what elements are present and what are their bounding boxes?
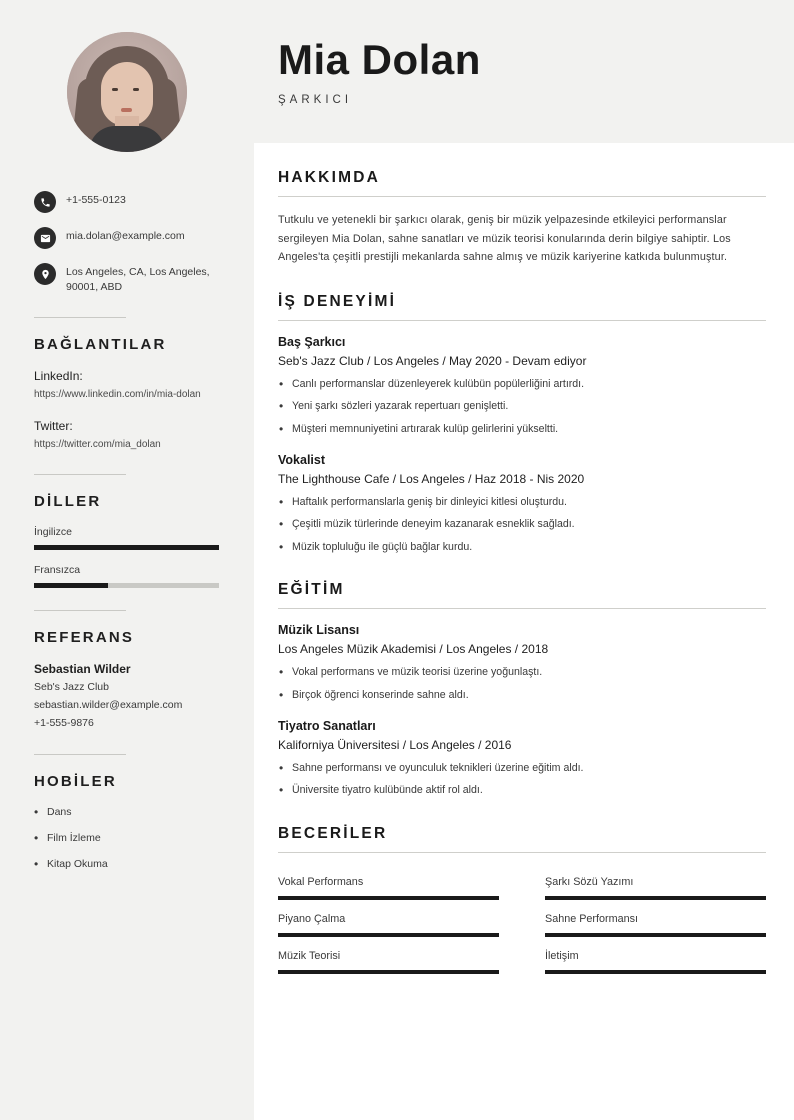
linkedin-url[interactable]: https://www.linkedin.com/in/mia-dolan — [34, 389, 201, 401]
link-item-linkedin — [34, 369, 220, 403]
skills-grid — [278, 867, 766, 974]
contact-item-email — [34, 226, 220, 249]
bullet-item: • Haftalık performanslarla geniş bir dinleyici kitlesi oluşturdu. — [278, 494, 766, 510]
contact-item-phone — [34, 190, 220, 213]
reference-heading: REFERANS — [34, 629, 135, 647]
skill-name: Piyano Çalma — [278, 912, 346, 925]
hobby-item: • Kitap Okuma — [34, 858, 220, 870]
skill-item — [545, 941, 766, 974]
bullet-item: • Çeşitli müzik türlerinde deneyim kazanarak esneklik sağladı. — [278, 516, 766, 532]
avatar-shoulders — [89, 126, 165, 152]
skill-name: Sahne Performansı — [545, 912, 639, 925]
page-title: Mia Dolan — [278, 36, 481, 83]
entry-subtitle: Los Angeles Müzik Akademisi / Los Angeles / 2018 — [278, 642, 549, 657]
divider — [34, 754, 126, 755]
bullet-item: • Üniversite tiyatro kulübünde aktif rol aldı. — [278, 782, 766, 798]
skill-level-fill — [278, 933, 499, 937]
resume-header — [254, 0, 794, 143]
skill-level-fill — [545, 970, 766, 974]
phone-icon — [34, 191, 56, 213]
skills-heading: BECERİLER — [278, 824, 388, 842]
contact-list — [34, 190, 220, 295]
skill-name: Vokal Performans — [278, 875, 364, 888]
section-about — [278, 169, 766, 267]
skill-level-fill — [278, 896, 499, 900]
avatar-eye-right — [133, 88, 139, 91]
main-content — [254, 0, 794, 1120]
reference-email: sebastian.wilder@example.com — [34, 699, 183, 712]
entry-subtitle: Kaliforniya Üniversitesi / Los Angeles / 2016 — [278, 737, 512, 752]
skill-level-bar — [278, 896, 499, 900]
contact-location-text: Los Angeles, CA, Los Angeles, 90001, ABD — [66, 266, 210, 294]
entry-title: Vokalist — [278, 452, 326, 467]
skill-level-fill — [545, 933, 766, 937]
skill-item — [545, 867, 766, 900]
location-icon — [34, 263, 56, 285]
hobbies-heading: HOBİLER — [34, 772, 117, 790]
hobby-item: • Film İzleme — [34, 832, 220, 844]
section-education — [278, 581, 766, 799]
education-heading: EĞİTİM — [278, 581, 345, 599]
entry-title: Baş Şarkıcı — [278, 334, 346, 349]
skill-item — [278, 941, 499, 974]
divider — [34, 317, 126, 318]
language-name: İngilizce — [34, 526, 72, 539]
bullet-item: • Yeni şarkı sözleri yazarak repertuarı genişletti. — [278, 398, 766, 414]
section-hobbies — [34, 773, 220, 870]
skill-name: Şarkı Sözü Yazımı — [545, 875, 634, 888]
education-entry — [278, 719, 766, 799]
language-level-fill — [34, 545, 219, 550]
skill-name: Müzik Teorisi — [278, 949, 341, 962]
bullet-item: • Müşteri memnuniyetini artırarak kulüp gelirlerini yükseltti. — [278, 421, 766, 437]
skill-level-bar — [545, 933, 766, 937]
email-icon — [34, 227, 56, 249]
bullet-item: • Canlı performanslar düzenleyerek kulübün popülerliğini artırdı. — [278, 376, 766, 392]
entry-bullets — [278, 664, 766, 703]
skill-item — [278, 904, 499, 937]
language-level-bar — [34, 545, 219, 550]
avatar-wrapper — [34, 32, 220, 152]
divider — [34, 474, 126, 475]
education-entry — [278, 623, 766, 703]
entry-title: Müzik Lisansı — [278, 623, 360, 638]
language-item — [34, 526, 220, 550]
bullet-item: • Müzik topluluğu ile güçlü bağlar kurdu. — [278, 539, 766, 555]
contact-phone-text: +1-555-0123 — [66, 194, 126, 206]
skill-name: İletişim — [545, 949, 579, 962]
skill-level-bar — [278, 970, 499, 974]
twitter-label: Twitter: — [34, 418, 73, 433]
section-reference — [34, 629, 220, 731]
bullet-item: • Vokal performans ve müzik teorisi üzerine yoğunlaştı. — [278, 664, 766, 680]
skill-level-bar — [545, 970, 766, 974]
section-links — [34, 336, 220, 452]
experience-entry — [278, 453, 766, 555]
avatar-eye-left — [112, 88, 118, 91]
skill-level-fill — [545, 896, 766, 900]
experience-entry — [278, 335, 766, 437]
experience-heading: İŞ DENEYİMİ — [278, 292, 397, 310]
contact-email-text: mia.dolan@example.com — [66, 230, 185, 242]
section-rule — [278, 196, 766, 197]
section-rule — [278, 852, 766, 853]
about-heading: HAKKIMDA — [278, 169, 380, 186]
about-text: Tutkulu ve yetenekli bir şarkıcı olarak, geniş bir müzik yelpazesinde etkileyici performanslar sergileyen Mia Dolan, sahne sanatları ve müzik teorisi konularında derin bilgiye sahiptir. Los Angeles'ta çeşitli prestijli mekanlarda sahne almış ve müzik kariyerine katkıda bulunmuştur. — [278, 214, 731, 264]
skill-item — [545, 904, 766, 937]
language-name: Fransızca — [34, 564, 81, 577]
skill-item — [278, 867, 499, 900]
skill-level-fill — [278, 970, 499, 974]
bullet-item: • Birçok öğrenci konserinde sahne aldı. — [278, 687, 766, 703]
avatar — [67, 32, 187, 152]
section-skills — [278, 825, 766, 974]
main-body — [254, 169, 794, 974]
divider — [34, 610, 126, 611]
entry-bullets — [278, 376, 766, 437]
language-item — [34, 564, 220, 588]
link-item-twitter — [34, 419, 220, 453]
reference-company: Seb's Jazz Club — [34, 681, 109, 694]
entry-subtitle: Seb's Jazz Club / Los Angeles / May 2020 - Devam ediyor — [278, 353, 587, 368]
entry-title: Tiyatro Sanatları — [278, 718, 376, 733]
hobby-item: • Dans — [34, 806, 220, 818]
section-rule — [278, 608, 766, 609]
entry-subtitle: The Lighthouse Cafe / Los Angeles / Haz 2018 - Nis 2020 — [278, 471, 585, 486]
skill-level-bar — [278, 933, 499, 937]
language-level-fill — [34, 583, 108, 588]
links-heading: BAĞLANTILAR — [34, 336, 167, 354]
languages-heading: DİLLER — [34, 493, 102, 511]
profile-role: ŞARKICI — [278, 94, 353, 107]
contact-item-location — [34, 262, 220, 295]
skill-level-bar — [545, 896, 766, 900]
sidebar — [0, 0, 254, 1120]
reference-name: Sebastian Wilder — [34, 662, 131, 677]
linkedin-label: LinkedIn: — [34, 369, 83, 384]
avatar-mouth — [121, 108, 132, 112]
entry-bullets — [278, 494, 766, 555]
section-languages — [34, 493, 220, 588]
entry-bullets — [278, 760, 766, 799]
section-rule — [278, 320, 766, 321]
bullet-item: • Sahne performansı ve oyunculuk teknikleri üzerine eğitim aldı. — [278, 760, 766, 776]
twitter-url[interactable]: https://twitter.com/mia_dolan — [34, 438, 161, 450]
section-experience — [278, 293, 766, 555]
reference-phone: +1-555-9876 — [34, 716, 94, 729]
language-level-bar — [34, 583, 219, 588]
